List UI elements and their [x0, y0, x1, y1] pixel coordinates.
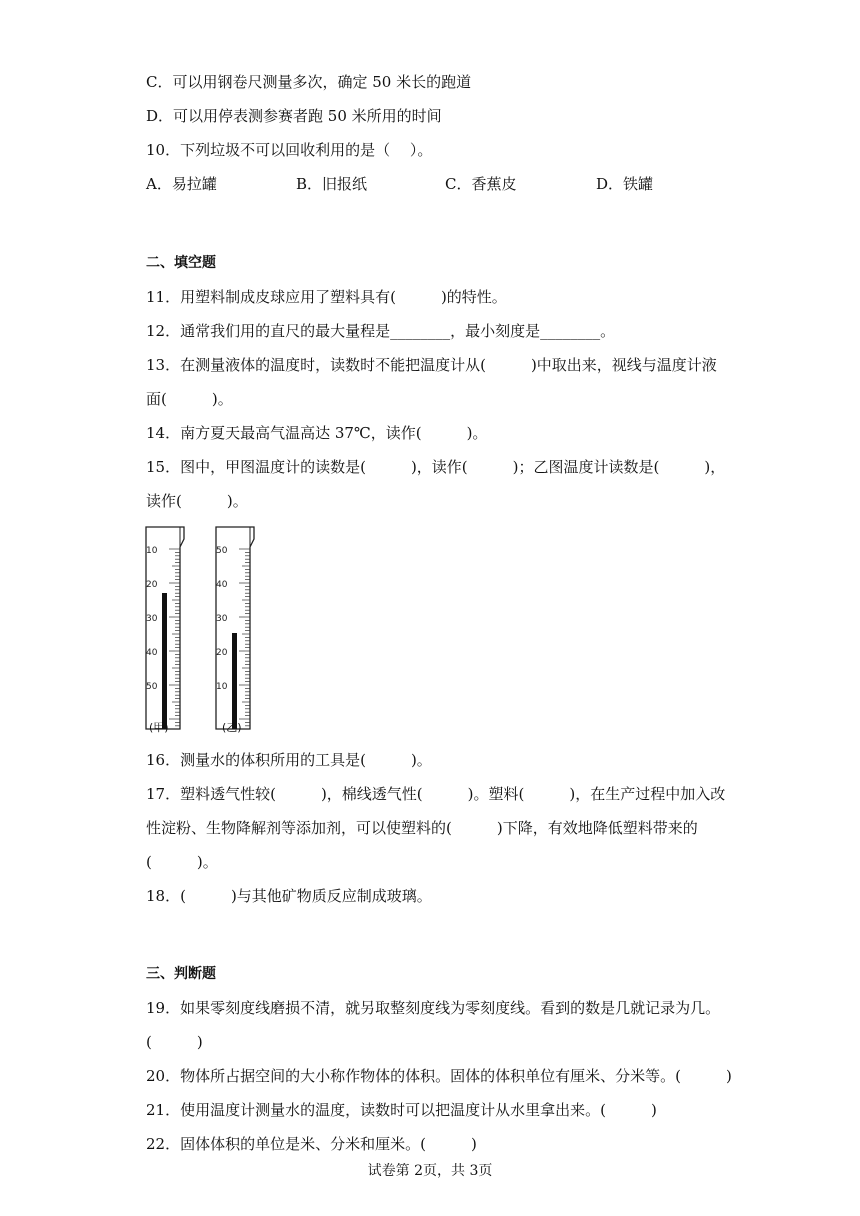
q18: 18．( )与其他矿物质反应制成玻璃。 [146, 887, 432, 905]
thermometer-jia-label: (甲) [149, 721, 169, 734]
q12: 12．通常我们用的直尺的最大量程是________，最小刻度是________。 [146, 322, 616, 340]
thermometer-yi-tick-10: 10 [216, 682, 228, 692]
q11: 11．用塑料制成皮球应用了塑料具有( )的特性。 [146, 288, 507, 306]
thermometer-yi-tick-20: 20 [216, 648, 228, 658]
q19-line2: ( ) [146, 1033, 203, 1051]
thermometer-jia-tick-50: 50 [146, 682, 158, 692]
section-heading-true-false: 三、判断题 [146, 966, 216, 982]
q10-option-a: A．易拉罐 [146, 175, 217, 193]
thermometer-jia-figure [140, 523, 190, 735]
q13-line2: 面( )。 [146, 390, 233, 408]
q10-stem: 10．下列垃圾不可以回收利用的是（ ）。 [146, 141, 433, 159]
q17-line2: 性淀粉、生物降解剂等添加剂，可以使塑料的( )下降，有效地降低塑料带来的 [146, 819, 698, 837]
q9-option-c: C．可以用钢卷尺测量多次，确定 50 米长的跑道 [146, 73, 472, 91]
thermometer-yi-tick-50: 50 [216, 546, 228, 556]
thermometer-jia-liquid [162, 593, 167, 729]
q21: 21．使用温度计测量水的温度，读数时可以把温度计从水里拿出来。( ) [146, 1101, 657, 1119]
q14: 14．南方夏天最高气温高达 37℃，读作( )。 [146, 424, 488, 442]
thermometer-jia-tick-30: 30 [146, 614, 158, 624]
q16: 16．测量水的体积所用的工具是( )。 [146, 751, 432, 769]
q10-option-b: B．旧报纸 [296, 175, 368, 193]
q10-option-c: C．香蕉皮 [445, 175, 517, 193]
thermometer-yi-label: (乙) [222, 721, 242, 734]
page-footer: 试卷第 2页，共 3页 [367, 1163, 493, 1179]
q17-line1: 17．塑料透气性较( )，棉线透气性( )。塑料( )，在生产过程中加入改 [146, 785, 726, 803]
q15-line2: 读作( )。 [146, 492, 248, 510]
q19-line1: 19．如果零刻度线磨损不清，就另取整刻度线为零刻度线。看到的数是几就记录为几。 [146, 999, 721, 1017]
thermometer-yi-liquid [232, 633, 237, 729]
thermometer-yi-tick-30: 30 [216, 614, 228, 624]
thermometer-jia-tick-20: 20 [146, 580, 158, 590]
section-heading-fill-blank: 二、填空题 [146, 255, 216, 271]
thermometer-yi-tick-40: 40 [216, 580, 228, 590]
q9-option-d: D．可以用停表测参赛者跑 50 米所用的时间 [146, 107, 442, 125]
q17-line3: ( )。 [146, 853, 218, 871]
q20: 20．物体所占据空间的大小称作物体的体积。固体的体积单位有厘米、分米等。( ) [146, 1067, 732, 1085]
thermometer-jia-tick-10: 10 [146, 546, 158, 556]
q15-line1: 15．图中，甲图温度计的读数是( )，读作( )；乙图温度计读数是( )， [146, 458, 726, 476]
thermometer-yi-figure [210, 523, 260, 735]
q22: 22．固体体积的单位是米、分米和厘米。( ) [146, 1135, 477, 1153]
q10-option-d: D．铁罐 [596, 175, 654, 193]
thermometer-jia-tick-40: 40 [146, 648, 158, 658]
q13-line1: 13．在测量液体的温度时，读数时不能把温度计从( )中取出来，视线与温度计液 [146, 356, 717, 374]
